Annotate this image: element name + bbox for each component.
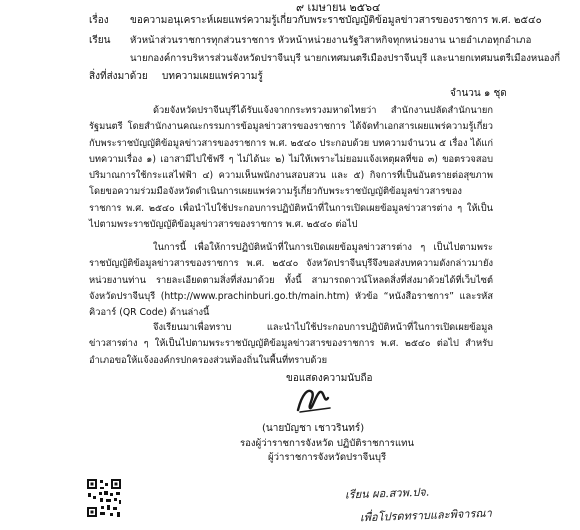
handwritten-note-line-1: เรียน ผอ.สวพ.ปจ. <box>344 485 430 502</box>
subject-text: ขอความอนุเคราะห์เผยแพร่ความรู้เกี่ยวกับพระราชบัญญัติข้อมูลข่าวสารของราชการ พ.ศ. ๒๕๔๐ <box>130 15 542 26</box>
recipient-line-2: นายกองค์การบริหารส่วนจังหวัดปราจีนบุรี นายกเทศมนตรีเมืองปราจีนบุรี และนายกเทศมนตรีเมืองหนองกี่ <box>130 53 561 64</box>
body-paragraph-3: จึงเรียนมาเพื่อทราบ และนำไปใช้ประกอบการปฏิบัติหน้าที่ในการเปิดเผยข้อมูลข่าวสารต่าง ๆ ให้เป็นไปตามพระราชบัญญัติข้อมูลข่าวสารของราชการ พ.ศ. ๒๕๔๐ ต่อไป สำหรับอำเภอขอให้แจ้งองค์กรปกครองส่วนท้องถิ่นในพื้นที่ทราบด้วย <box>89 322 493 366</box>
enclosure-text: บทความเผยแพร่ความรู้ <box>162 71 263 82</box>
closing-text: ขอแสดงความนับถือ <box>286 373 373 384</box>
body-paragraph-1: ด้วยจังหวัดปราจีนบุรีได้รับแจ้งจากกระทรวงมหาดไทยว่า สำนักงานปลัดสำนักนายกรัฐมนตรี โดยสำนักงานคณะกรรมการข้อมูลข่าวสารของราชการ ได้จัดทำเอกสารเผยแพร่ความรู้เกี่ยวกับพระราชบัญญัติข้อมูลข่าวสารของราชการ พ.ศ. ๒๕๔๐ ประกอบด้วย บทความจำนวน ๕ เรื่อง ได้แก่ บทความเรื่อง ๑) เอาสามีไปใช้ฟรี ๆ ไม่ได้นะ ๒) ไม่ให้เพราะไม่ยอมแจ้งเหตุผลที่ขอ ๓) ขอตรวจสอบปริมาณการใช้กระแสไฟฟ้า ๔) ความเห็นพนักงานสอบสวน และ ๕) กิจการที่เป็นอันตรายต่อสุขภาพ โดยขอความร่วมมือจังหวัดดำเนินการเผยแพร่ความรู้เกี่ยวกับพระราชบัญญัติข้อมูลข่าวสารของราชการ พ.ศ. ๒๕๔๐ เพื่อนำไปใช้ประกอบการปฏิบัติหน้าที่ในการเปิดเผยข้อมูลข่าวสารต่าง ๆ ให้เป็นไปตามพระราชบัญญัติข้อมูลข่าวสารของราชการ พ.ศ. ๒๕๔๐ ต่อไป <box>89 105 493 231</box>
letter-date: ๙ เมษายน ๒๕๖๔ <box>296 1 381 14</box>
qr-code <box>86 478 122 518</box>
signer-position-2: ผู้ว่าราชการจังหวัดปราจีนบุรี <box>268 452 387 463</box>
enclosure-quantity: จำนวน ๑ ชุด <box>450 88 507 99</box>
enclosure-label: สิ่งที่ส่งมาด้วย <box>89 71 148 82</box>
subject-label: เรื่อง <box>89 15 109 26</box>
recipient-label: เรียน <box>89 35 111 46</box>
recipient-line-1: หัวหน้าส่วนราชการทุกส่วนราชการ หัวหน้าหน่วยงานรัฐวิสาหกิจทุกหน่วยงาน นายอำเภอทุกอำเภอ <box>130 35 532 46</box>
body-paragraph-2: ในการนี้ เพื่อให้การปฏิบัติหน้าที่ในการเปิดเผยข้อมูลข่าวสารต่าง ๆ เป็นไปตามพระราชบัญญัติข้อมูลข่าวสารของราชการ พ.ศ. ๒๕๔๐ จังหวัดปราจีนบุรีจึงขอส่งบทความดังกล่าวมายังหน่วยงานท่าน รายละเอียดตามสิ่งที่ส่งมาด้วย ทั้งนี้ สามารถดาวน์โหลดสิ่งที่ส่งมาด้วยได้ที่เว็บไซต์จังหวัดปราจีนบุรี (http://www.prachinburi.go.th/main.htm) หัวข้อ “หนังสือราชการ” และรหัสคิวอาร์ (QR Code) ด้านล่างนี้ <box>89 242 493 319</box>
signer-name: (นายบัญชา เชาวรินทร์) <box>262 423 365 434</box>
handwritten-note-line-2: เพื่อโปรดทราบและพิจารณา <box>359 506 492 525</box>
signer-position-1: รองผู้ว่าราชการจังหวัด ปฏิบัติราชการแทน <box>240 438 415 449</box>
signature-mark <box>294 384 334 416</box>
